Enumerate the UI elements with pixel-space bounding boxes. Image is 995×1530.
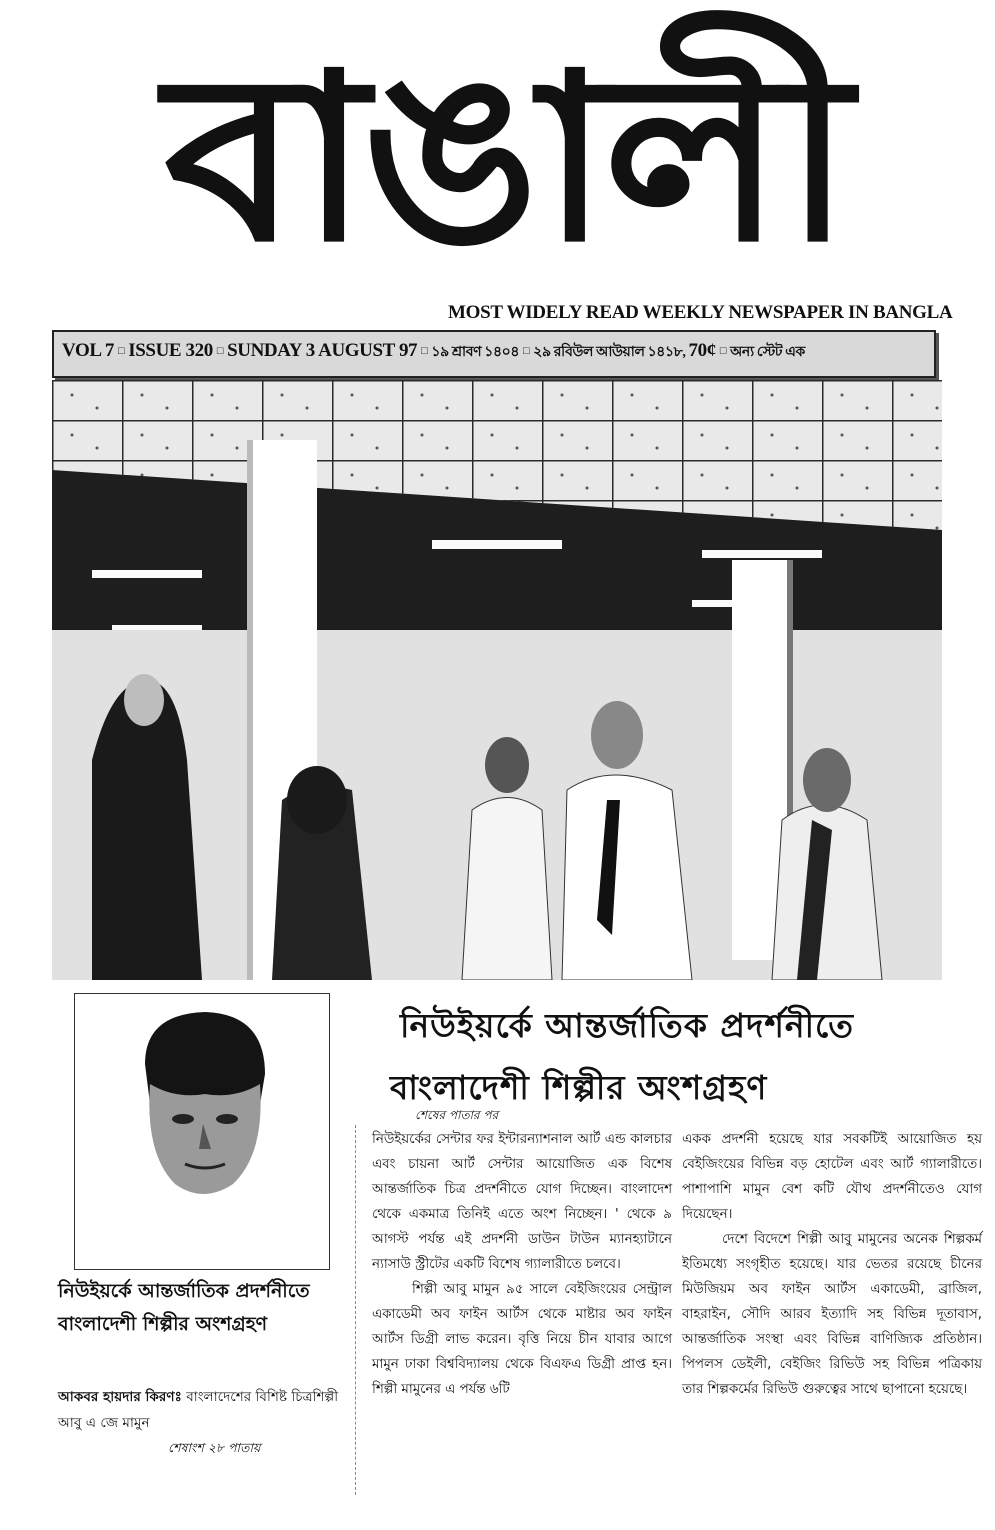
separator-icon: □ [421,345,428,357]
issue-date: SUNDAY 3 AUGUST 97 [227,340,418,361]
continued-from: শেষের পাতার পর [415,1108,499,1122]
sidebar-headline: নিউইয়র্কে আন্তর্জাতিক প্রদর্শনীতে বাংলাদেশী শিল্পীর অংশগ্রহণ [58,1280,310,1335]
story-paragraph: শিল্পী আবু মামুন ৯৫ সালে বেইজিংয়ের সেন্ট্রাল একাডেমী অব ফাইন আর্টস থেকে মাষ্টার অব ফাইন আর্টস ডিগ্রী লাভ করেন। বৃত্তি নিয়ে চীন যাবার আগে মামুন ঢাকা বিশ্ববিদ্যালয় থেকে বিএফএ ডিগ্রী প্রাপ্ত হন। শিল্পী মামুনের এ পর্যন্ত ৬টি [372,1282,672,1397]
main-photo [52,380,942,980]
issue-hijri-date: ২৯ রবিউল আউয়াল ১৪১৮ [533,345,683,360]
sidebar-byline: আকবর হায়দার কিরণঃ [58,1389,182,1405]
separator-icon: □ [523,345,530,357]
separator-icon: □ [216,345,224,357]
column-divider [355,1125,357,1495]
issue-band [52,330,936,378]
issue-number: ISSUE 320 [128,340,213,361]
story-paragraph: দেশে বিদেশে শিল্পী আবু মামুনের অনেক শিল্পকর্ম ইতিমধ্যে সংগৃহীত হয়েছে। যার ভেতর রয়েছে চীনের মিউজিয়ম অব ফাইন আর্টস একাডেমী, ব্রাজিল, বাহরাইন, সৌদি আরব ইত্যাদি সহ বিভিন্ন দূতাবাস, আন্তর্জাতিক সংস্থা এবং বিভিন্ন বাণিজ্যিক প্রতিষ্ঠান। পিপলস ডেইলী, বেইজিং রিভিউ সহ বিভিন্ন পত্রিকায় তার শিল্পকর্মের রিভিউ গুরুত্বের সাথে ছাপানো হয়েছে। [682,1232,982,1397]
sidebar-body [58,1384,348,1436]
tagline: MOST WIDELY READ WEEKLY NEWSPAPER IN BANGLA [448,302,953,323]
story-headline-line1: নিউইয়র্কে আন্তর্জাতিক প্রদর্শনীতে [400,1006,855,1045]
sidebar-lead: বাংলাদেশের বিশিষ্ট চিত্রশিল্পী আবু এ জে মামুন [58,1389,339,1431]
issue-pages: অন্য স্টেট এক [730,345,805,360]
story-headline-line2: বাংলাদেশী শিল্পীর অংশগ্রহণ [390,1068,768,1107]
masthead-logo: বাঙালী [164,23,846,293]
inset-portrait [74,993,330,1270]
gallery-photo-illustration [52,380,942,980]
story-paragraph: একক প্রদর্শনী হয়েছে যার সবকটিই আয়োজিত হয় বেইজিংয়ের বিভিন্ন বড় হোটেল এবং আর্ট গ্যালারীতে। পাশাপাশি মামুন বেশ কটি যৌথ প্রদর্শনীতেও যোগ দিয়েছেন। [682,1132,982,1222]
issue-vol: VOL 7 [62,340,114,361]
separator-icon: □ [118,345,125,357]
portrait-illustration [75,994,329,1269]
story-column-1 [372,1127,672,1402]
issue-price: 70¢ [688,340,716,361]
masthead [115,8,895,308]
separator-icon: □ [719,345,727,357]
story-paragraph: নিউইয়র্কের সেন্টার ফর ইন্টারন্যাশনাল আর্ট এন্ড কালচার এবং চায়না আর্ট সেন্টার আয়োজিত এক বিশেষ আন্তর্জাতিক চিত্র প্রদর্শনীতে যোগ দিচ্ছেন। বাংলাদেশ থেকে একমাত্র তিনিই এতে অংশ নিচ্ছেন। ' থেকে ৯ আগস্ট পর্যন্ত এই প্রদর্শনী ডাউন টাউন ম্যানহ্যাটানে ন্যাসাউ স্ট্রীটের একটি বিশেষ গ্যালারীতে চলবে। [372,1132,672,1272]
issue-bangla-date: ১৯ শ্রাবণ ১৪০৪ [431,345,520,360]
sidebar-continued: শেষাংশ ২৮ পাতায় [168,1440,261,1455]
issue-line: VOL 7 □ ISSUE 320 □ SUNDAY 3 AUGUST 97 □ ১৯ শ্রাবণ ১৪০৪ □ ২৯ রবিউল আউয়াল ১৪১৮, 70¢ □ অন্য স্টেট এক [62,340,805,361]
story-column-2 [682,1127,982,1402]
